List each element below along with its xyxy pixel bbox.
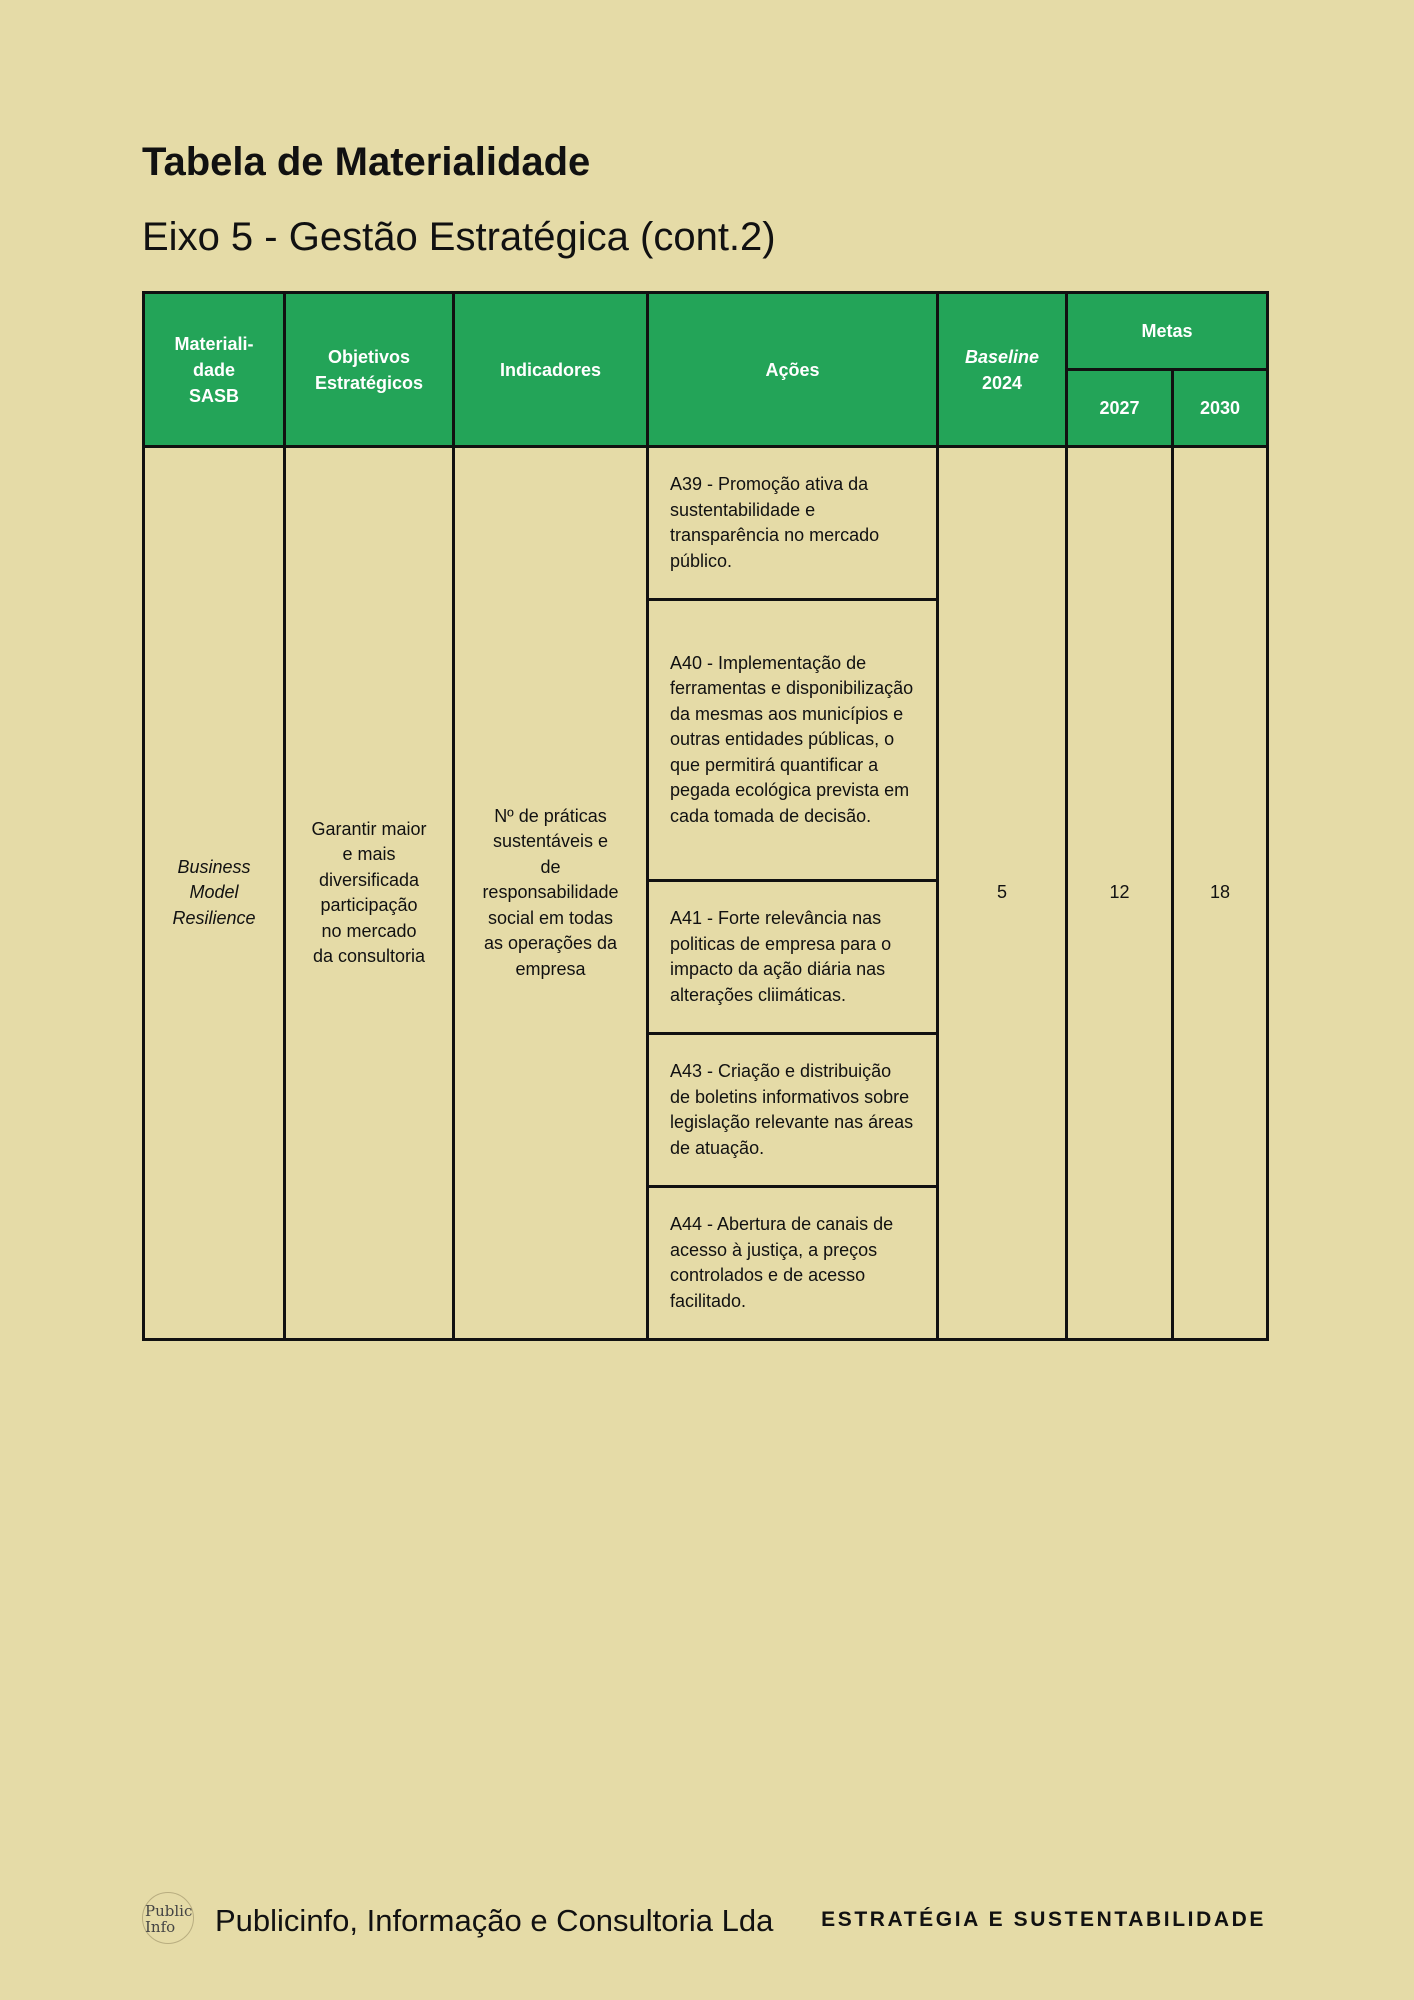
header-materialidade bbox=[144, 293, 285, 447]
header-materialidade-label: Materiali- dade SASB bbox=[174, 333, 254, 406]
cell-acao-a40: A40 - Implementação de ferramentas e disponibilização da mesmas aos municípios e outras entidades públicas, o que permitirá quantificar a pegada ecológica prevista em cada tomada de decisão. bbox=[648, 600, 938, 881]
cell-acao-a39: A39 - Promoção ativa da sustentabilidade e transparência no mercado público. bbox=[648, 447, 938, 600]
cell-acao-a44: A44 - Abertura de canais de acesso à justiça, a preços controlados e de acesso facilitado. bbox=[648, 1187, 938, 1340]
logo-text: Public Info bbox=[145, 1902, 193, 1936]
cell-baseline: 5 bbox=[938, 447, 1067, 1340]
materiality-table bbox=[142, 291, 1269, 1341]
header-baseline-word: Baseline bbox=[964, 346, 1040, 367]
cell-acao-a41: A41 - Forte relevância nas politicas de empresa para o impacto da ação diária nas alterações cliimáticas. bbox=[648, 881, 938, 1034]
page-subtitle: Eixo 5 - Gestão Estratégica (cont.2) bbox=[142, 215, 776, 259]
indicador-value: Nº de práticas sustentáveis e de responsabilidade social em todas as operações da empresa bbox=[482, 805, 619, 979]
header-baseline-year: 2024 bbox=[981, 372, 1023, 393]
cell-acao-a43: A43 - Criação e distribuição de boletins informativos sobre legislação relevante nas áreas de atuação. bbox=[648, 1034, 938, 1187]
page-title: Tabela de Materialidade bbox=[142, 140, 591, 184]
section-name: ESTRATÉGIA E SUSTENTABILIDADE bbox=[821, 1908, 1266, 1931]
cell-objetivo bbox=[285, 447, 454, 1340]
cell-indicador bbox=[454, 447, 648, 1340]
header-meta-2027: 2027 bbox=[1067, 370, 1173, 447]
cell-meta-2030: 18 bbox=[1173, 447, 1268, 1340]
materialidade-value: Business Model Resilience bbox=[172, 856, 256, 928]
cell-meta-2027: 12 bbox=[1067, 447, 1173, 1340]
cell-materialidade bbox=[144, 447, 285, 1340]
header-objetivos-label: Objetivos Estratégicos bbox=[314, 346, 424, 393]
publicinfo-logo bbox=[142, 1892, 194, 1944]
header-baseline bbox=[938, 293, 1067, 447]
header-acoes: Ações bbox=[648, 293, 938, 447]
header-indicadores: Indicadores bbox=[454, 293, 648, 447]
header-meta-2030: 2030 bbox=[1173, 370, 1268, 447]
objetivo-value: Garantir maior e mais diversificada participação no mercado da consultoria bbox=[311, 818, 427, 966]
company-name: Publicinfo, Informação e Consultoria Lda bbox=[215, 1903, 774, 1938]
header-objetivos bbox=[285, 293, 454, 447]
header-metas: Metas bbox=[1067, 293, 1268, 370]
page-footer bbox=[142, 1892, 1266, 1948]
